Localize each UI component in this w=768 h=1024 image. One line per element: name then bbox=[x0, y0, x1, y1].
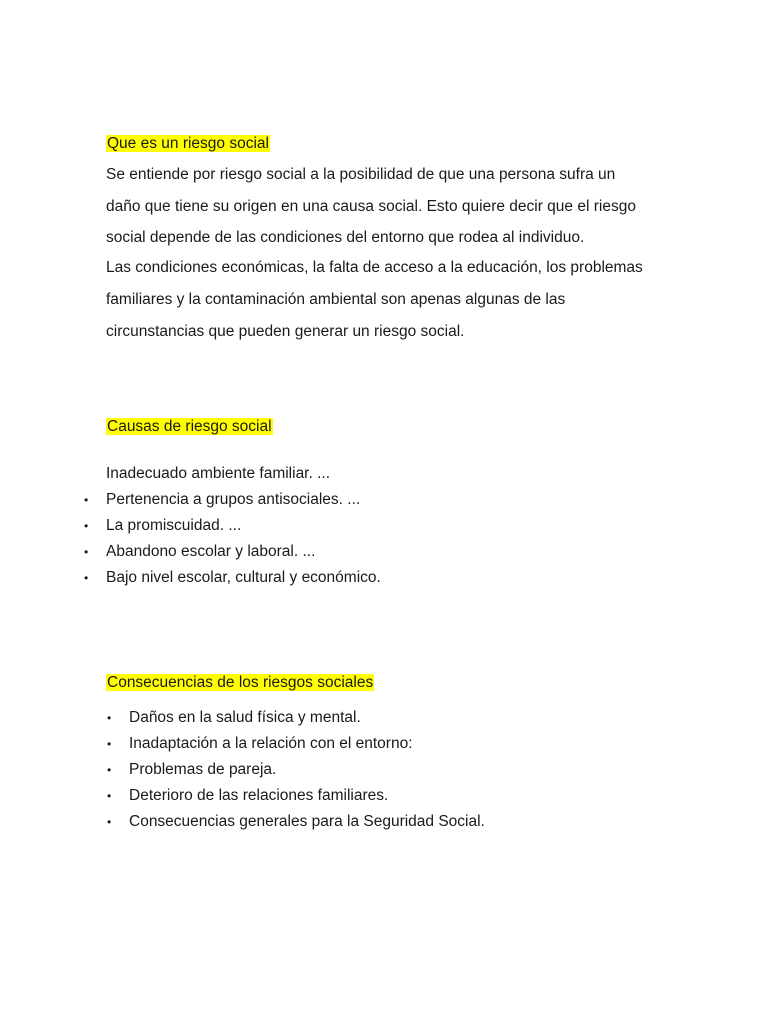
list-item bbox=[84, 539, 381, 565]
bullet-icon: • bbox=[84, 493, 89, 507]
definition-paragraph bbox=[106, 159, 666, 348]
list-item bbox=[107, 809, 485, 835]
heading-highlight: Consecuencias de los riesgos sociales bbox=[107, 674, 374, 691]
causes-first-item: Inadecuado ambiente familiar. ... bbox=[106, 465, 331, 482]
paragraph-line: Se entiende por riesgo social a la posibilidad de que una persona sufra un bbox=[106, 166, 616, 183]
list-item bbox=[107, 705, 485, 731]
consequences-list bbox=[107, 705, 485, 835]
list-item bbox=[84, 513, 381, 539]
list-item-text: Consecuencias generales para la Seguridad Social. bbox=[129, 813, 485, 830]
paragraph-line: social depende de las condiciones del entorno que rodea al individuo. bbox=[106, 229, 585, 246]
list-item-text: La promiscuidad. ... bbox=[106, 517, 242, 534]
paragraph-line: daño que tiene su origen en una causa social. Esto quiere decir que el riesgo bbox=[106, 198, 636, 215]
section-heading-causas bbox=[106, 417, 273, 437]
list-item-text: Deterioro de las relaciones familiares. bbox=[129, 787, 389, 804]
bullet-icon: • bbox=[84, 545, 89, 559]
section-heading-que-es bbox=[106, 134, 270, 154]
list-item-text: Problemas de pareja. bbox=[129, 761, 277, 778]
bullet-icon: • bbox=[107, 763, 112, 777]
list-item-text: Pertenencia a grupos antisociales. ... bbox=[106, 491, 361, 508]
list-item bbox=[107, 783, 485, 809]
list-item-text: Abandono escolar y laboral. ... bbox=[106, 543, 316, 560]
section-heading-consecuencias bbox=[106, 673, 374, 693]
bullet-icon: • bbox=[107, 789, 112, 803]
bullet-icon: • bbox=[107, 711, 112, 725]
bullet-icon: • bbox=[107, 815, 112, 829]
bullet-icon: • bbox=[84, 519, 89, 533]
paragraph-line: familiares y la contaminación ambiental son apenas algunas de las bbox=[106, 291, 566, 308]
list-item-text: Daños en la salud física y mental. bbox=[129, 709, 361, 726]
heading-highlight: Que es un riesgo social bbox=[107, 135, 269, 152]
list-item bbox=[107, 731, 485, 757]
list-item bbox=[84, 487, 381, 513]
causes-list bbox=[84, 487, 381, 591]
bullet-icon: • bbox=[84, 571, 89, 585]
list-item-text: Bajo nivel escolar, cultural y económico. bbox=[106, 569, 381, 586]
list-item bbox=[107, 757, 485, 783]
paragraph-line: Las condiciones económicas, la falta de acceso a la educación, los problemas bbox=[106, 259, 643, 276]
list-item bbox=[84, 565, 381, 591]
bullet-icon: • bbox=[107, 737, 112, 751]
heading-highlight: Causas de riesgo social bbox=[107, 418, 272, 435]
paragraph-line: circunstancias que pueden generar un riesgo social. bbox=[106, 323, 465, 340]
list-item-text: Inadaptación a la relación con el entorno: bbox=[129, 735, 413, 752]
